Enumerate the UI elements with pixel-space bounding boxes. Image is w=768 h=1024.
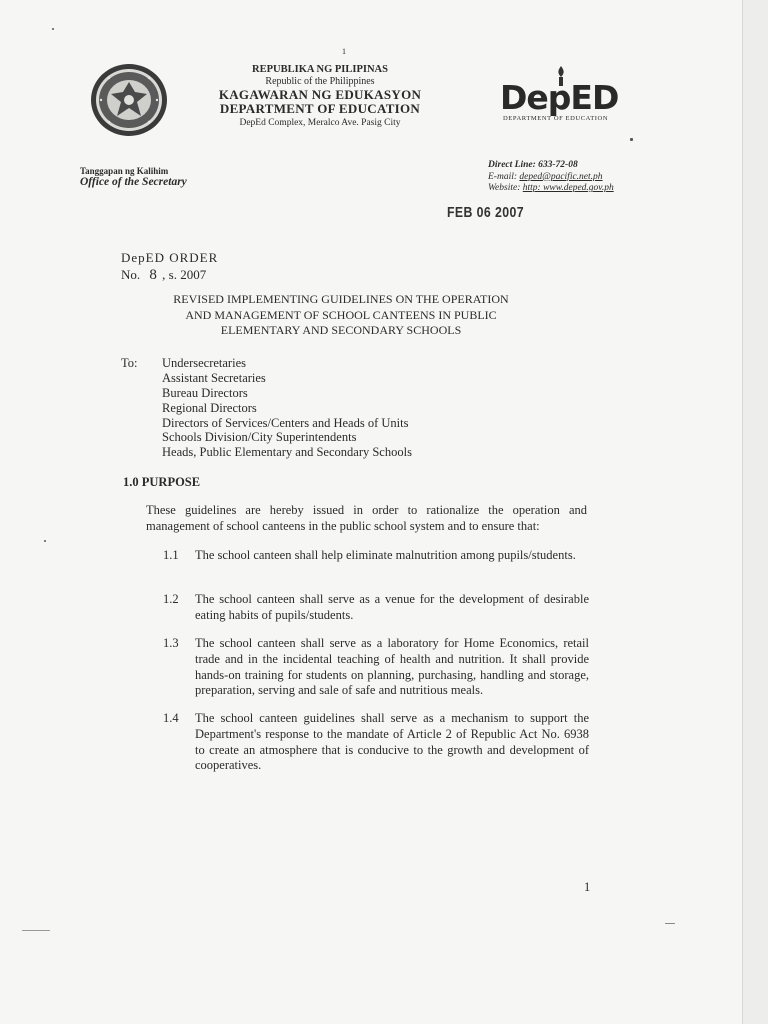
recipient: Directors of Services/Centers and Heads of Units	[162, 415, 409, 430]
title-line: REVISED IMPLEMENTING GUIDELINES ON THE OPERATION	[173, 292, 509, 306]
item-text: The school canteen shall serve as a venue for the development of desirable eating habits of pupils/students.	[195, 592, 589, 622]
purpose-item	[163, 548, 589, 564]
deped-seal-icon	[89, 62, 169, 138]
agency-name-en: DEPARTMENT OF EDUCATION	[219, 100, 421, 116]
recipient: Assistant Secretaries	[162, 370, 266, 385]
order-number-line: No. 8 , s. 2007	[121, 267, 207, 284]
logo-wordmark: DepED	[500, 78, 619, 117]
top-mark: 1	[342, 47, 346, 56]
agency-address: DepEd Complex, Meralco Ave. Pasig City	[239, 118, 401, 129]
direct-line: Direct Line: 633-72-08	[488, 160, 578, 170]
contact-block	[488, 160, 614, 195]
item-number: 1.4	[163, 711, 179, 725]
title-line: AND MANAGEMENT OF SCHOOL CANTEENS IN PUBLIC	[185, 307, 497, 322]
item-text: The school canteen shall serve as a laboratory for Home Economics, retail trade and in the incidental teaching of health and nutrition. It shall provide hands-on training for students on planning, purchasing, handling and storage, preparation, serving and sale of safe and nutritious meals.	[195, 636, 589, 698]
order-label: DepED ORDER	[121, 250, 219, 265]
page-number: 1	[584, 880, 591, 894]
recipient: Schools Division/City Superintendents	[162, 430, 357, 445]
order-series: , s. 2007	[162, 267, 207, 283]
recipient: Bureau Directors	[162, 385, 248, 400]
scan-speck	[52, 28, 54, 30]
recipient: Heads, Public Elementary and Secondary Schools	[162, 445, 412, 460]
email-line: E-mail: deped@pacific.net.ph	[488, 171, 603, 182]
item-text: The school canteen shall help eliminate malnutrition among pupils/students.	[195, 548, 576, 562]
order-block	[121, 250, 218, 285]
letterhead	[180, 64, 460, 129]
agency-name: KAGAWARAN NG EDUKASYON	[218, 86, 422, 102]
title-line: ELEMENTARY AND SECONDARY SCHOOLS	[220, 323, 462, 338]
item-number: 1.2	[163, 592, 179, 606]
recipient: Regional Directors	[162, 400, 257, 415]
website-line: Website: http: www.deped.gov.ph	[488, 183, 614, 194]
republic-en-line: Republic of the Philippines	[265, 75, 375, 87]
scan-speck	[44, 540, 46, 542]
date-stamp: FEB 06 2007	[447, 204, 524, 221]
email-link[interactable]: deped@pacific.net.ph	[519, 171, 603, 182]
section-intro: These guidelines are hereby issued in order to rationalize the operation and management of school canteens in the public school system and to ensure that:	[146, 503, 587, 534]
purpose-item	[163, 636, 589, 699]
website-link[interactable]: http: www.deped.gov.ph	[522, 183, 614, 194]
purpose-item	[163, 592, 589, 624]
scan-mark	[22, 930, 50, 931]
scan-mark	[665, 923, 675, 924]
recipient: Undersecretaries	[162, 356, 246, 370]
item-number: 1.3	[163, 636, 179, 650]
recipient-list	[162, 356, 412, 460]
document-title	[140, 292, 542, 339]
to-label: To:	[121, 356, 138, 370]
section-heading: 1.0 PURPOSE	[123, 475, 201, 489]
republic-line: REPUBLIKA NG PILIPINAS	[252, 64, 388, 75]
scan-edge	[742, 0, 768, 1024]
office-block	[80, 166, 187, 190]
purpose-item	[163, 711, 589, 774]
scan-speck	[630, 138, 633, 141]
item-number: 1.1	[163, 548, 179, 562]
order-number: 8	[149, 267, 157, 284]
office-tagalog: Tanggapan ng Kalihim	[80, 166, 169, 176]
item-text: The school canteen guidelines shall serve as a mechanism to support the Department's response to the mandate of Article 2 of Republic Act No. 6938 to create an atmosphere that is conducive to the growth and development of cooperatives.	[195, 711, 589, 773]
deped-logo	[498, 66, 634, 126]
logo-subtitle: DEPARTMENT OF EDUCATION	[503, 115, 609, 122]
office-english: Office of the Secretary	[80, 176, 187, 189]
